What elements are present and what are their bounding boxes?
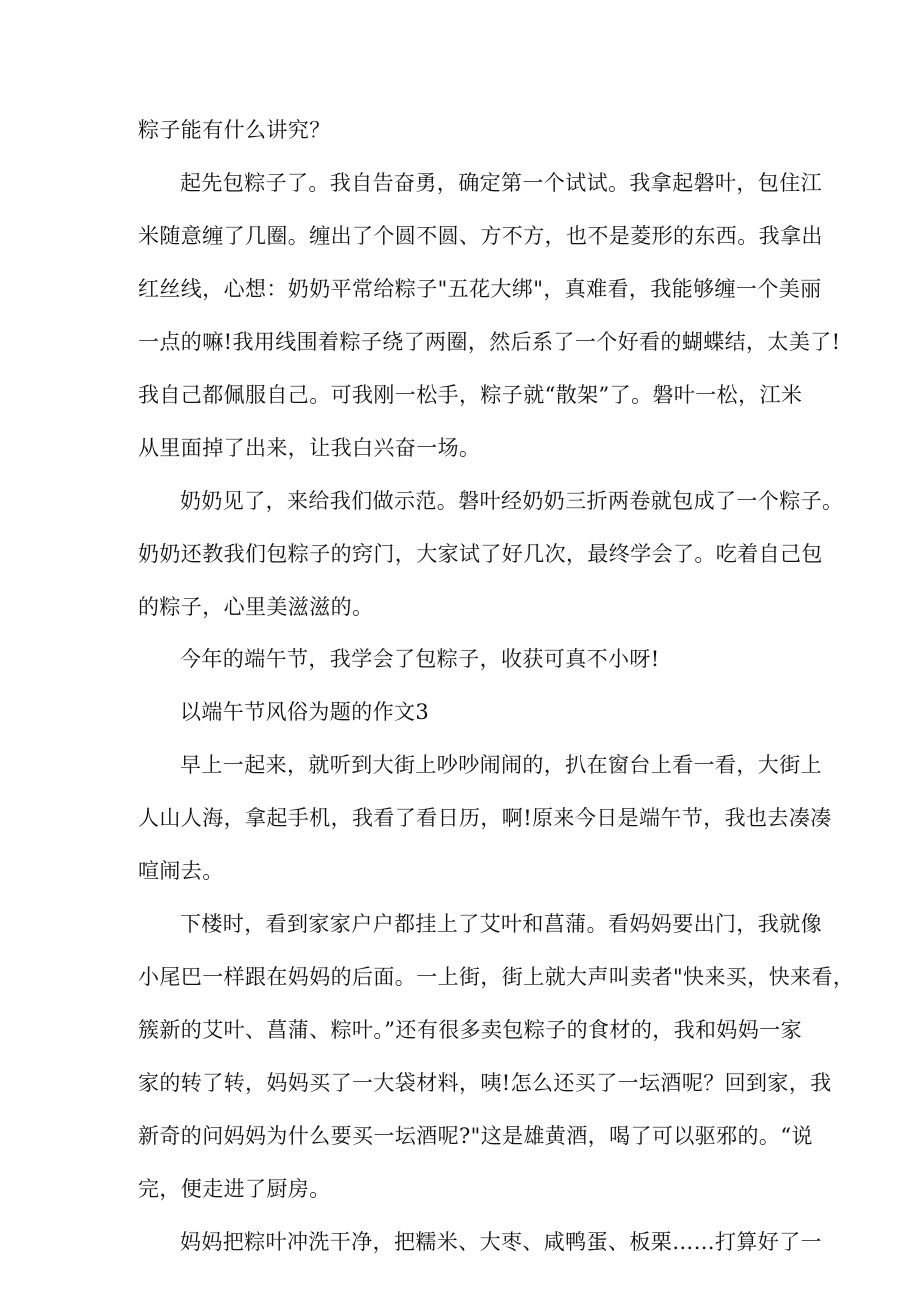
text-line: 从里面掉了出来，让我白兴奋一场。: [138, 436, 481, 460]
paragraph-start-line: 起先包粽子了。我自告奋勇，确定第一个试试。我拿起磐叶，包住江: [180, 171, 822, 195]
text-line: 新奇的问妈妈为什么要买一坛酒呢?"这是雄黄酒，喝了可以驱邪的。“说: [138, 1124, 813, 1148]
text-line: 家的转了转，妈妈买了一大袋材料，咦!怎么还买了一坛酒呢？回到家，我: [138, 1071, 832, 1095]
section-heading: 以端午节风俗为题的作文3: [180, 700, 430, 724]
paragraph-start-line: 妈妈把粽叶冲洗干净，把糯米、大枣、咸鸭蛋、板栗……打算好了一: [180, 1230, 822, 1254]
text-line: 的粽子，心里美滋滋的。: [138, 595, 374, 619]
paragraph-start-line: 奶奶见了，来给我们做示范。磐叶经奶奶三折两卷就包成了一个粽子。: [180, 489, 844, 513]
paragraph-start-line: 今年的端午节，我学会了包粽子，收获可真不小呀!: [180, 647, 660, 671]
text-line: 红丝线，心想：奶奶平常给粽子"五花大绑"，真难看，我能够缠一个美丽: [138, 277, 822, 301]
text-line: 米随意缠了几圈。缠出了个圆不圆、方不方，也不是菱形的东西。我拿出: [138, 224, 823, 248]
text-line: 簇新的艾叶、菖蒲、粽叶。”还有很多卖包粽子的食材的，我和妈妈一家: [138, 1018, 803, 1042]
text-line: 奶奶还教我们包粽子的窍门，大家试了好几次，最终学会了。吃着自己包: [138, 542, 823, 566]
text-line: 一点的嘛!我用线围着粽子绕了两圈，然后系了一个好看的蝴蝶结，太美了!: [138, 330, 841, 354]
text-line: 我自己都佩服自己。可我刚一松手，粽子就“散架”了。磐叶一松，江米: [138, 383, 803, 407]
text-line: 人山人海，拿起手机，我看了看日历，啊!原来今日是端午节，我也去凑凑: [138, 806, 832, 830]
text-line: 喧闹去。: [138, 859, 224, 883]
text-line: 完，便走进了厨房。: [138, 1177, 331, 1201]
text-line: 粽子能有什么讲究？: [138, 118, 331, 142]
paragraph-start-line: 早上一起来，就听到大街上吵吵闹闹的，扒在窗台上看一看，大街上: [180, 753, 822, 777]
text-line: 小尾巴一样跟在妈妈的后面。一上街，街上就大声叫卖者"快来买，快来看，: [138, 965, 855, 989]
paragraph-start-line: 下楼时，看到家家户户都挂上了艾叶和菖蒲。看妈妈要出门，我就像: [180, 912, 822, 936]
